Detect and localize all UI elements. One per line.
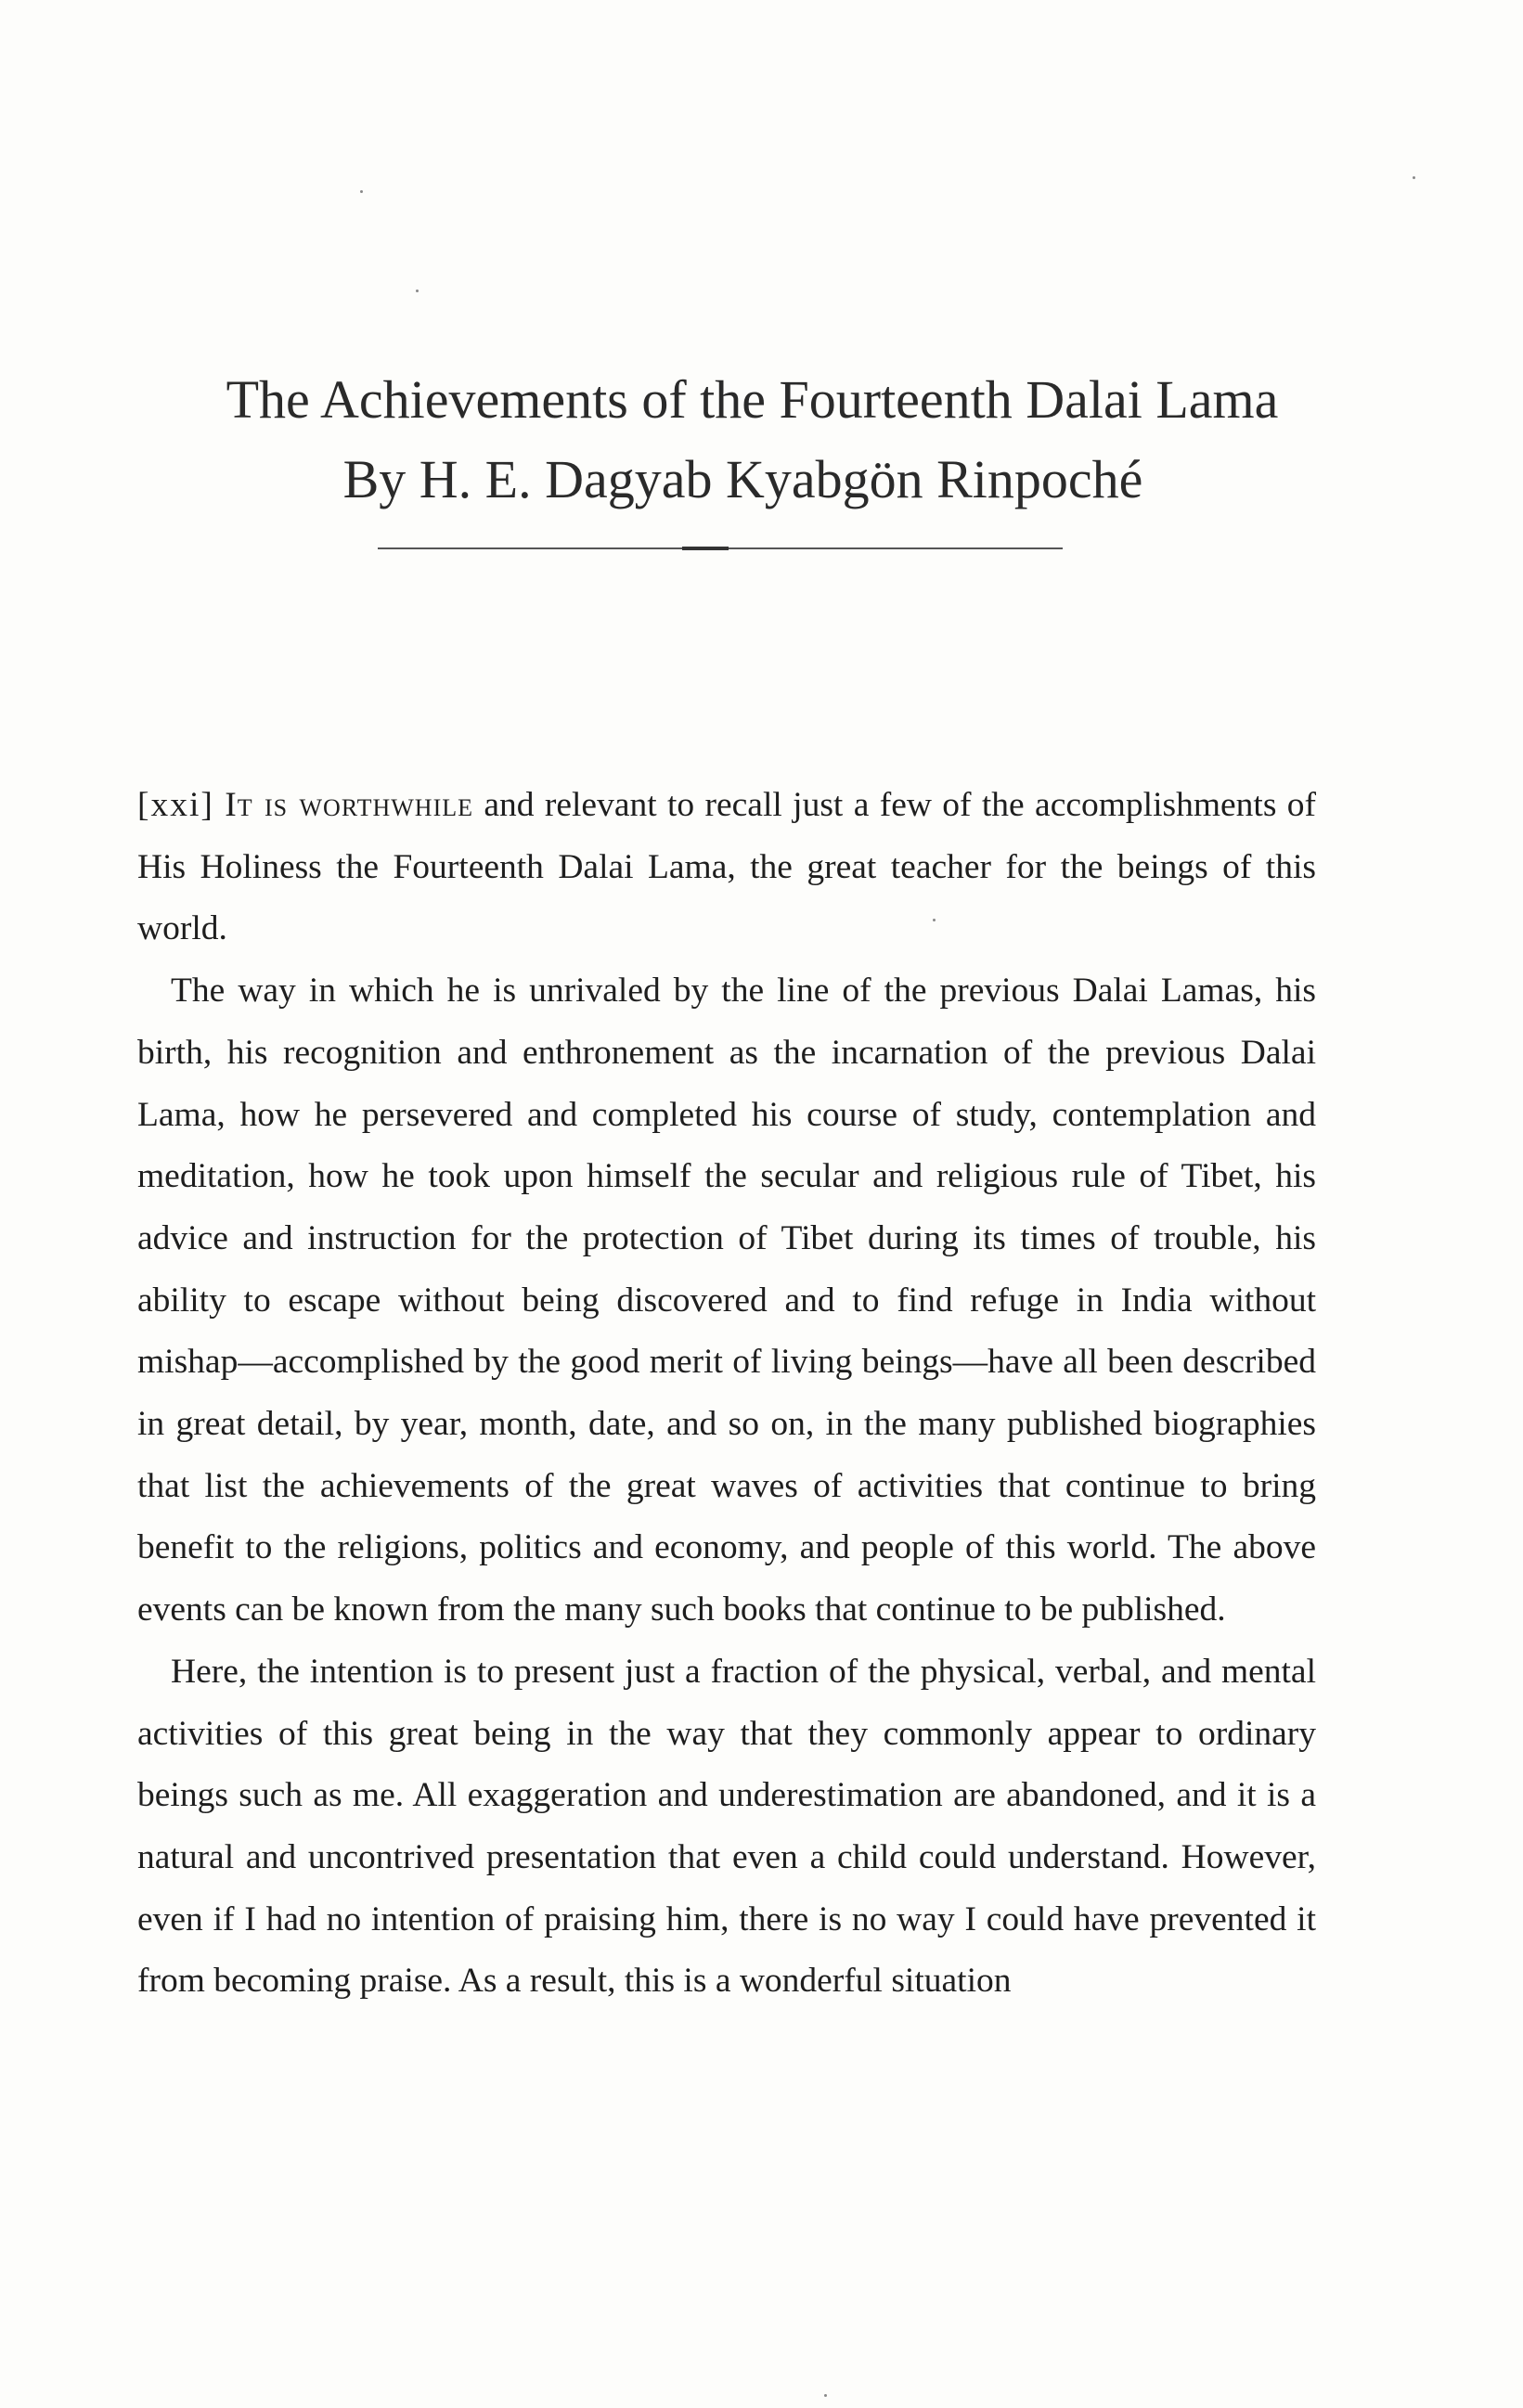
- chapter-title-line-1: The Achievements of the Fourteenth Dalai Lama: [226, 369, 1279, 430]
- scan-speck: [360, 190, 363, 193]
- scan-speck: [416, 290, 419, 292]
- chapter-author-line: By H. E. Dagyab Kyabgön Rinpoché: [342, 449, 1143, 509]
- paragraph-lead-in: It is worthwhile: [225, 786, 473, 824]
- scan-speck: [1413, 176, 1415, 179]
- paragraph-1-text: and relevant to recall just a few of the accomplishments of His Holiness the Fourteenth Dalai Lama, the great teacher for the beings of this world.: [137, 786, 1317, 948]
- page-folio-marker: [xxi]: [137, 786, 214, 824]
- scan-speck: [824, 2394, 827, 2397]
- title-divider-ornament: [682, 547, 729, 550]
- paragraph-1: [137, 775, 1316, 960]
- chapter-title: [0, 360, 1523, 520]
- paragraph-3: Here, the intention is to present just a fraction of the physical, verbal, and mental activities of this great being in the way that they commonly appear to ordinary beings such as me. All exaggeration and underestimation are abandoned, and it is a natural and uncontrived presentation that even a child could understand. However, even if I had no intention of praising him, there is no way I could have prevented it from becoming praise. As a result, this is a wonderful situation: [137, 1652, 1316, 2001]
- body-text: [137, 775, 1316, 2013]
- paragraph-2: The way in which he is unrivaled by the line of the previous Dalai Lamas, his birth, his recognition and enthronement as the incarnation of the previous Dalai Lama, how he persevered and completed his course of study, contemplation and meditation, how he took upon himself the secular and religious rule of Tibet, his advice and instruction for the protection of Tibet during its times of trouble, his ability to escape without being discovered and to find refuge in India without mishap—accomplished by the good merit of living beings—have all been described in great detail, by year, month, date, and so on, in the many published biographies that list the achievements of the great waves of activities that continue to bring benefit to the religions, politics and economy, and people of this world. The above events can be known from the many such books that continue to be published.: [137, 972, 1316, 1629]
- scan-speck: [933, 919, 936, 921]
